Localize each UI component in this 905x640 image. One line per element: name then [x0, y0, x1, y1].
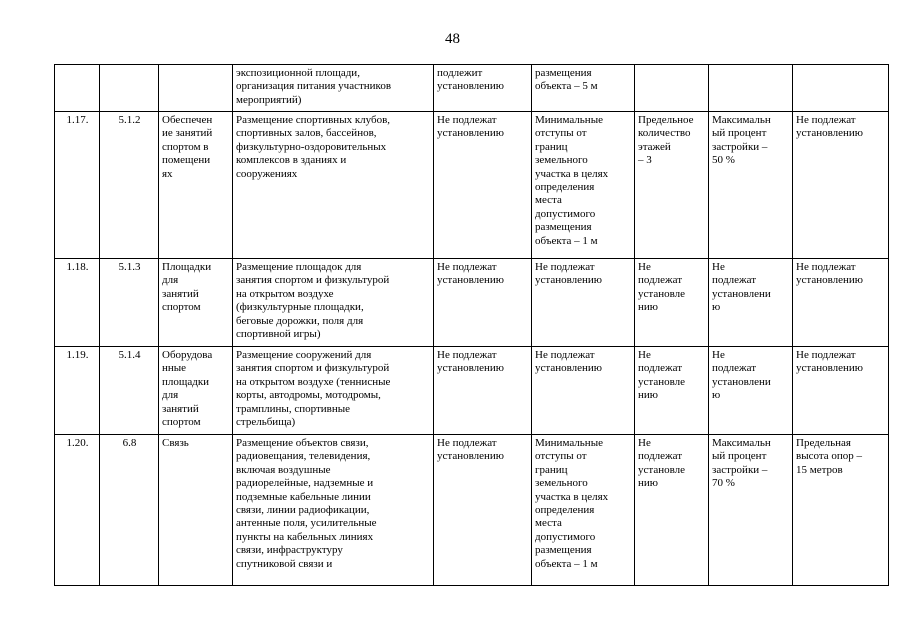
coverage-cell: Не подлежат установлени ю — [709, 259, 793, 347]
setbacks-cell: Минимальные отступы от границ земельного участка в целях определения места допустимого размещения объекта – 1 м — [532, 112, 635, 259]
min-area-cell: Не подлежат установлению — [434, 435, 532, 586]
other-params-cell: Не подлежат установлению — [793, 112, 889, 259]
use-description-cell: Размещение спортивных клубов, спортивных залов, бассейнов, физкультурно-оздоровительных комплексов в зданиях и сооружениях — [233, 112, 434, 259]
min-area-cell: Не подлежат установлению — [434, 259, 532, 347]
use-code-cell: 5.1.2 — [100, 112, 159, 259]
table-row — [55, 435, 889, 586]
table-row — [55, 259, 889, 347]
use-code-cell: 6.8 — [100, 435, 159, 586]
use-description-cell: Размещение объектов связи, радиовещания, телевидения, включая воздушные радиорелейные, надземные и подземные кабельные линии связи, линии радиофикации, антенные поля, усилительные пункты на кабельных линиях связи, инфраструктуру спутниковой связи и — [233, 435, 434, 586]
row-number-cell: 1.20. — [55, 435, 100, 586]
floors-cell — [635, 65, 709, 112]
use-name-cell: Площадки для занятий спортом — [159, 259, 233, 347]
use-name-cell: Обеспечен ие занятий спортом в помещени ях — [159, 112, 233, 259]
coverage-cell: Максимальн ый процент застройки – 70 % — [709, 435, 793, 586]
use-name-cell — [159, 65, 233, 112]
row-number-cell: 1.17. — [55, 112, 100, 259]
table-row — [55, 112, 889, 259]
min-area-cell: подлежит установлению — [434, 65, 532, 112]
use-description-cell: Размещение сооружений для занятия спортом и физкультурой на открытом воздухе (теннисные корты, автодромы, мотодромы, трамплины, спортивные стрельбища) — [233, 347, 434, 435]
use-code-cell — [100, 65, 159, 112]
use-name-cell: Связь — [159, 435, 233, 586]
use-code-cell: 5.1.4 — [100, 347, 159, 435]
other-params-cell: Предельная высота опор – 15 метров — [793, 435, 889, 586]
setbacks-cell: Не подлежат установлению — [532, 259, 635, 347]
use-name-cell: Оборудова нные площадки для занятий спортом — [159, 347, 233, 435]
row-number-cell — [55, 65, 100, 112]
row-number-cell: 1.19. — [55, 347, 100, 435]
min-area-cell: Не подлежат установлению — [434, 347, 532, 435]
coverage-cell: Не подлежат установлени ю — [709, 347, 793, 435]
floors-cell: Не подлежат установле нию — [635, 259, 709, 347]
use-code-cell: 5.1.3 — [100, 259, 159, 347]
coverage-cell — [709, 65, 793, 112]
table-row — [55, 65, 889, 112]
coverage-cell: Максимальн ый процент застройки – 50 % — [709, 112, 793, 259]
floors-cell: Предельное количество этажей – 3 — [635, 112, 709, 259]
setbacks-cell: Не подлежат установлению — [532, 347, 635, 435]
min-area-cell: Не подлежат установлению — [434, 112, 532, 259]
page-number: 48 — [445, 31, 460, 47]
use-description-cell: экспозиционной площади, организация питания участников мероприятий) — [233, 65, 434, 112]
other-params-cell: Не подлежат установлению — [793, 259, 889, 347]
use-description-cell: Размещение площадок для занятия спортом и физкультурой на открытом воздухе (физкультурные площадки, беговые дорожки, поля для спортивной игры) — [233, 259, 434, 347]
table-row — [55, 347, 889, 435]
other-params-cell — [793, 65, 889, 112]
setbacks-cell: Минимальные отступы от границ земельного участка в целях определения места допустимого размещения объекта – 1 м — [532, 435, 635, 586]
floors-cell: Не подлежат установле нию — [635, 347, 709, 435]
other-params-cell: Не подлежат установлению — [793, 347, 889, 435]
setbacks-cell: размещения объекта – 5 м — [532, 65, 635, 112]
land-use-regulations-table — [54, 64, 889, 586]
floors-cell: Не подлежат установле нию — [635, 435, 709, 586]
row-number-cell: 1.18. — [55, 259, 100, 347]
